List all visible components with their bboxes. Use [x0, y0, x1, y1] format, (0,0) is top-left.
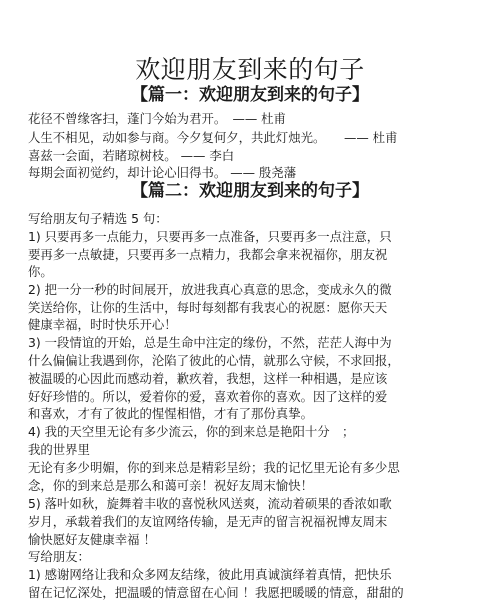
text-line: 健康幸福，时时快乐开心！ — [28, 317, 177, 332]
text-line: 2) 把一分一秒的时间展开，放进我真心真意的思念，变成永久的微 — [28, 282, 392, 297]
text-line: 每期会面初觉约，却计论心旧得书。 —— 殷尧藩 — [28, 165, 297, 180]
text-line: 喜兹一会面，若睹琼树枝。 —— 李白 — [28, 148, 235, 163]
text-line: 笑送给你，让你的生活中，每时每刻都有我衷心的祝愿：愿你天天 — [28, 300, 388, 315]
text-line: 写给朋友句子精选 5 句： — [28, 211, 168, 226]
text-line: 1) 感谢网络让我和众多网友结缘，彼此用真诚演绎着真情，把快乐 — [28, 567, 392, 582]
text-line: 我的世界里 — [28, 442, 90, 457]
text-line: 写给朋友： — [28, 549, 90, 564]
section-heading: 【篇一：欢迎朋友到来的句子】 — [131, 85, 369, 105]
section-heading: 【篇二：欢迎朋友到来的句子】 — [131, 181, 369, 201]
text-line: 无论有多少明媚，你的到来总是精彩呈纷；我的记忆里无论有多少思 — [28, 460, 400, 475]
text-line: 你。 — [28, 264, 53, 279]
text-line: 4) 我的天空里无论有多少流云，你的到来总是艳阳十分 ； — [28, 424, 355, 439]
text-line: 念，你的到来总是那么和蔼可亲！祝好友周末愉快！ — [28, 478, 313, 493]
text-line: 3) 一段情谊的开始，总是生命中注定的缘份，不然，茫茫人海中为 — [28, 335, 392, 350]
text-line: 人生不相见，动如参与商。今夕复何夕，共此灯烛光。 —— 杜甫 — [28, 130, 398, 145]
text-line: 好好珍惜的。所以，爱着你的爱，喜欢着你的喜欢。因了这样的爱 — [28, 389, 388, 404]
text-line: 和喜欢，才有了彼此的惺惺相惜，才有了那份真挚。 — [28, 406, 313, 421]
text-line: 什么偏偏让我遇到你，沦陷了彼此的心情，就那么守候，不求回报， — [28, 353, 400, 368]
text-line: 5) 落叶如秋，旋舞着丰收的喜悦秋风送爽，流动着硕果的香浓如歌 — [28, 496, 392, 511]
text-line: 愉快愿好友健康幸福 ！ — [28, 532, 156, 547]
text-line: 岁月，承载着我们的友谊网络传输，是无声的留言祝福祝博友周末 — [28, 514, 388, 529]
text-line: 花径不曾缘客扫，蓬门今始为君开。 —— 杜甫 — [28, 111, 286, 126]
text-line: 要再多一点敏捷，只要再多一点精力，我都会拿来祝福你，朋友祝 — [28, 247, 388, 262]
text-line: 1) 只要再多一点能力，只要再多一点准备，只要再多一点注意，只 — [28, 229, 392, 244]
document-title: 欢迎朋友到来的句子 — [135, 55, 365, 84]
text-line: 留在记忆深处，把温暖的情意留在心间 ！我愿把暖暖的情意，甜甜的 — [28, 585, 404, 600]
text-line: 被温暖的心因此而感动着，歉疚着，我想，这样一种相遇，是应该 — [28, 371, 388, 386]
